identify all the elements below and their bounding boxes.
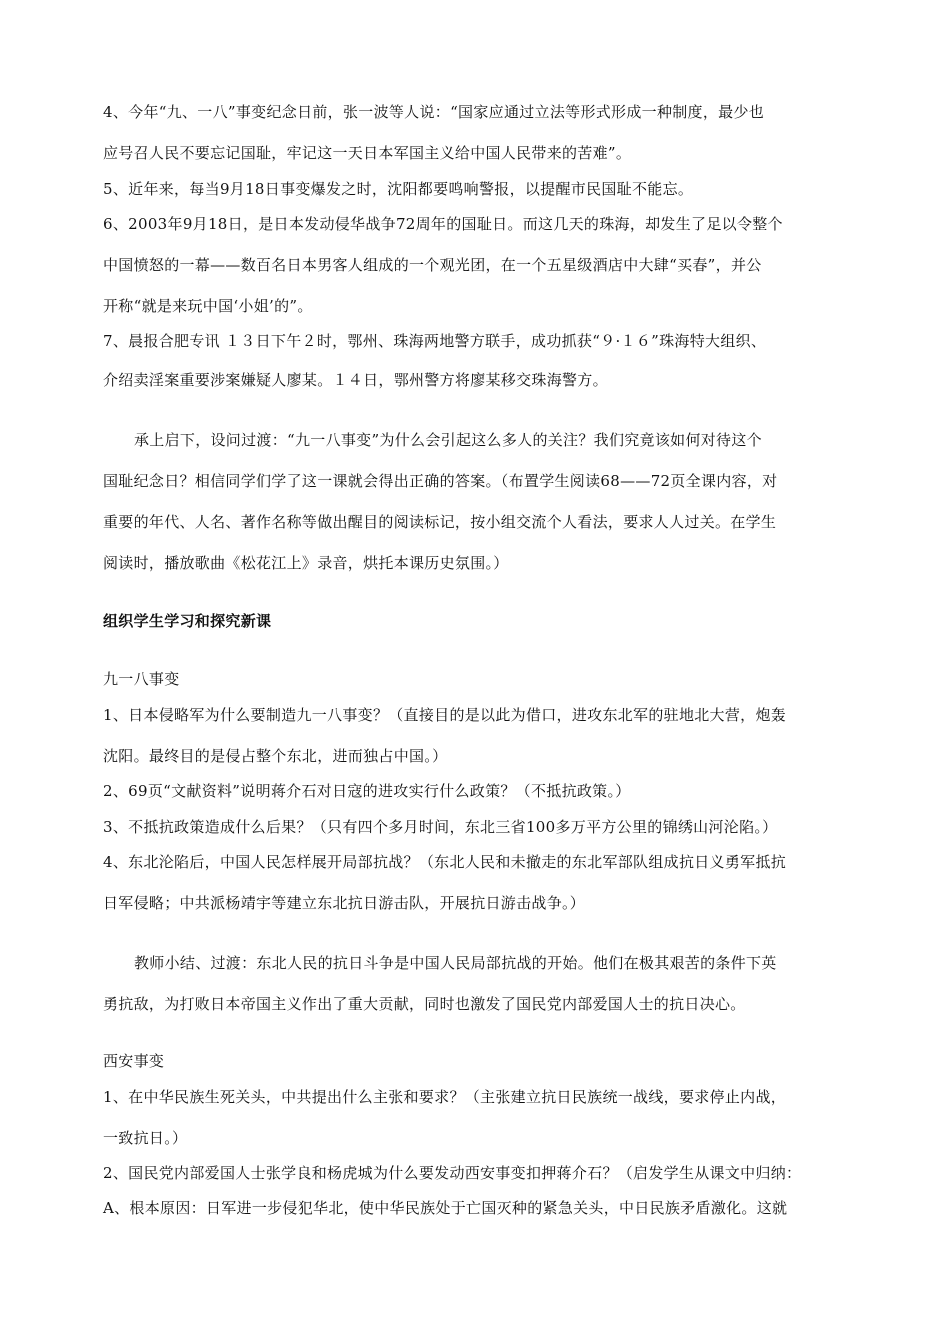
xian-question-2-point-a: A、根本原因：日军进一步侵犯华北，使中华民族处于亡国灭种的紧急关头，中日民族矛盾激化。这就 (103, 1199, 788, 1217)
paragraph-6-line-2: 中国愤怒的一幕——数百名日本男客人组成的一个观光团，在一个五星级酒店中大肆“买春”，并公 (103, 256, 762, 274)
transition-paragraph-line-2: 国耻纪念日？相信同学们学了这一课就会得出正确的答案。（布置学生阅读68——72页全课内容，对 (103, 472, 778, 490)
question-1-line-2: 沈阳。最终目的是侵占整个东北，进而独占中国。） (103, 747, 448, 765)
paragraph-7-line-2: 介绍卖淫案重要涉案嫌疑人廖某。１４日，鄂州警方将廖某移交珠海警方。 (103, 371, 608, 389)
paragraph-6-line-3: 开称“就是来玩中国‘小姐’的”。 (103, 297, 313, 315)
section-heading: 组织学生学习和探究新课 (103, 612, 272, 630)
paragraph-5: 5、近年来，每当9月18日事变爆发之时，沈阳都要鸣响警报，以提醒市民国耻不能忘。 (103, 180, 694, 198)
summary-paragraph-line-2: 勇抗敌，为打败日本帝国主义作出了重大贡献，同时也激发了国民党内部爱国人士的抗日决心。 (103, 995, 746, 1013)
xian-question-1-line-1: 1、在中华民族生死关头，中共提出什么主张和要求？（主张建立抗日民族统一战线，要求停止内战， (103, 1088, 787, 1106)
transition-paragraph-line-3: 重要的年代、人名、著作名称等做出醒目的阅读标记，按小组交流个人看法，要求人人过关。在学生 (103, 513, 777, 531)
paragraph-7-line-1: 7、晨报合肥专讯 １３日下午２时，鄂州、珠海两地警方联手，成功抓获“９·１６”珠海特大组织、 (103, 332, 767, 350)
question-1-line-1: 1、日本侵略军为什么要制造九一八事变？（直接目的是以此为借口，进攻东北军的驻地北大营，炮轰 (103, 706, 787, 724)
question-3: 3、不抵抗政策造成什么后果？（只有四个多月时间，东北三省100多万平方公里的锦绣山河沦陷。） (103, 818, 778, 836)
paragraph-4-line-2: 应号召人民不要忘记国耻，牢记这一天日本军国主义给中国人民带来的苦难”。 (103, 144, 632, 162)
subheading-918-incident: 九一八事变 (103, 670, 180, 688)
subheading-xian-incident: 西安事变 (103, 1052, 165, 1070)
xian-question-2: 2、国民党内部爱国人士张学良和杨虎城为什么要发动西安事变扣押蒋介石？（启发学生从课文中归纳： (103, 1164, 802, 1182)
paragraph-6-line-1: 6、2003年9月18日，是日本发动侵华战争72周年的国耻日。而这几天的珠海，却发生了足以令整个 (103, 215, 783, 233)
transition-paragraph-line-4: 阅读时，播放歌曲《松花江上》录音，烘托本课历史氛围。） (103, 554, 509, 572)
question-4-line-2: 日军侵略；中共派杨靖宇等建立东北抗日游击队，开展抗日游击战争。） (103, 894, 586, 912)
question-2: 2、69页“文献资料”说明蒋介石对日寇的进攻实行什么政策？（不抵抗政策。） (103, 782, 631, 800)
xian-question-1-line-2: 一致抗日。） (103, 1129, 188, 1147)
transition-paragraph-line-1: 承上启下，设问过渡：“九一八事变”为什么会引起这么多人的关注？我们究竟该如何对待这个 (134, 431, 762, 449)
paragraph-4-line-1: 4、今年“九、一八”事变纪念日前，张一波等人说：“国家应通过立法等形式形成一种制度，最少也 (103, 103, 765, 121)
summary-paragraph-line-1: 教师小结、过渡：东北人民的抗日斗争是中国人民局部抗战的开始。他们在极其艰苦的条件下英 (134, 954, 777, 972)
question-4-line-1: 4、东北沦陷后，中国人民怎样展开局部抗战？（东北人民和未撤走的东北军部队组成抗日义勇军抵抗 (103, 853, 787, 871)
